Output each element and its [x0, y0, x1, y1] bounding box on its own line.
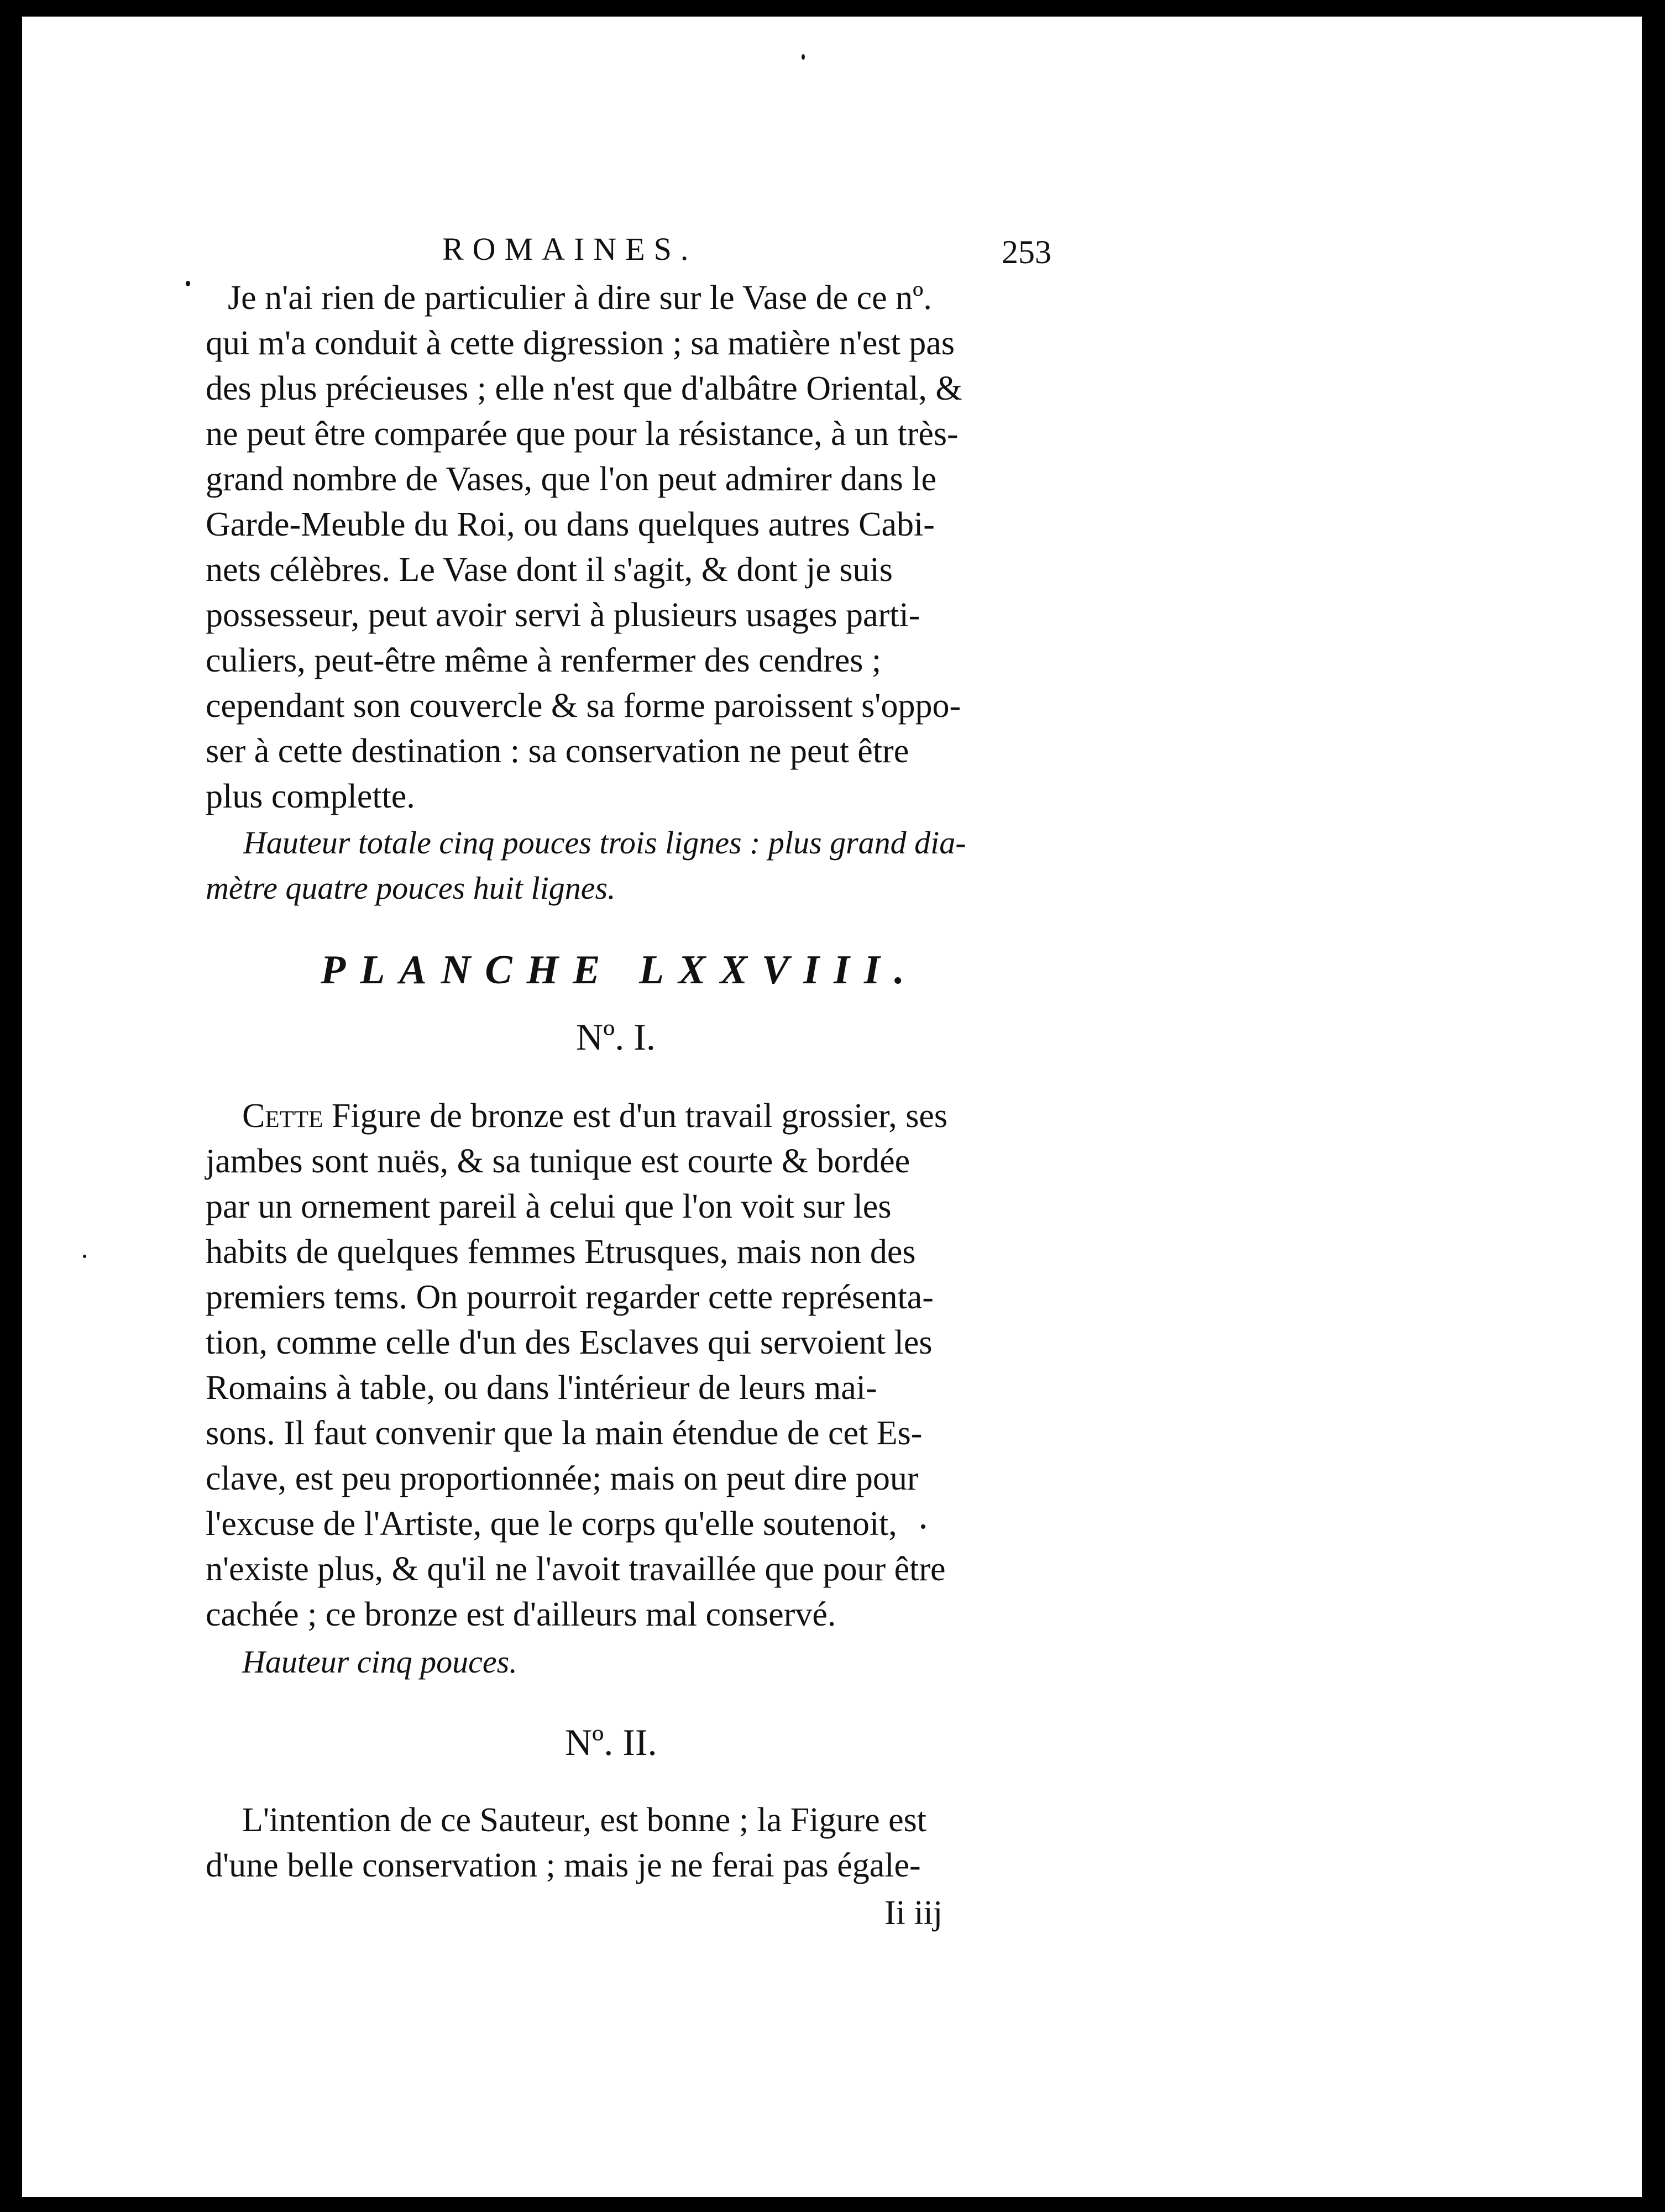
text-line: d'une belle conservation ; mais je ne ferai pas égale-: [206, 1847, 921, 1884]
text-line: l'excuse de l'Artiste, que le corps qu'elle soutenoit,: [206, 1505, 897, 1543]
lead-line-text: Figure de bronze est d'un travail grossier, ses: [323, 1097, 947, 1135]
text-line: tion, comme celle d'un des Esclaves qui servoient les: [206, 1324, 933, 1361]
section-heading-2: Nº. II.: [565, 1721, 657, 1763]
book-page: [22, 17, 1642, 2197]
text-line: sons. Il faut convenir que la main étendue de cet Es-: [206, 1414, 923, 1452]
ink-speck: [83, 1255, 86, 1258]
text-line: nets célèbres. Le Vase dont il s'agit, & dont je suis: [206, 551, 893, 589]
text-line: Hauteur totale cinq pouces trois lignes : plus grand dia-: [243, 825, 966, 861]
ink-speck: [802, 54, 805, 60]
text-line: L'intention de ce Sauteur, est bonne ; la Figure est: [242, 1801, 927, 1839]
text-line: plus complette.: [206, 778, 415, 815]
plate-heading: PLANCHE LXXVIII.: [321, 947, 919, 993]
text-line: possesseur, peut avoir servi à plusieurs usages parti-: [206, 596, 920, 634]
text-line: mètre quatre pouces huit lignes.: [206, 870, 616, 906]
text-line: cachée ; ce bronze est d'ailleurs mal conservé.: [206, 1596, 836, 1633]
text-line: Je n'ai rien de particulier à dire sur le Vase de ce nº.: [228, 279, 932, 317]
text-line: jambes sont nuës, & sa tunique est courte & bordée: [206, 1142, 910, 1180]
text-line: des plus précieuses ; elle n'est que d'albâtre Oriental, &: [206, 370, 962, 407]
text-line: habits de quelques femmes Etrusques, mais non des: [206, 1233, 916, 1271]
text-line: qui m'a conduit à cette digression ; sa matière n'est pas: [206, 324, 955, 362]
text-line: [242, 1099, 947, 1133]
running-title: ROMAINES.: [442, 231, 698, 267]
text-line: grand nombre de Vases, que l'on peut admirer dans le: [206, 460, 936, 498]
ink-speck: [921, 1524, 925, 1529]
ink-speck: [186, 281, 190, 286]
page-number: 253: [1002, 234, 1051, 270]
text-line: n'existe plus, & qu'il ne l'avoit travaillée que pour être: [206, 1550, 946, 1588]
text-line: Garde-Meuble du Roi, ou dans quelques autres Cabi-: [206, 506, 935, 543]
text-line: premiers tems. On pourroit regarder cette représenta-: [206, 1278, 934, 1316]
text-line: Romains à table, ou dans l'intérieur de leurs mai-: [206, 1369, 877, 1407]
section-heading-1: Nº. I.: [576, 1016, 656, 1058]
signature-mark: Ii iij: [884, 1894, 943, 1932]
text-line: culiers, peut-être même à renfermer des cendres ;: [206, 642, 882, 679]
text-line: ser à cette destination : sa conservation ne peut être: [206, 732, 909, 770]
measurement-figure: Hauteur cinq pouces.: [242, 1644, 517, 1680]
text-line: clave, est peu proportionnée; mais on peut dire pour: [206, 1460, 919, 1497]
text-line: cependant son couvercle & sa forme paroissent s'oppo-: [206, 687, 961, 725]
text-line: par un ornement pareil à celui que l'on voit sur les: [206, 1188, 892, 1225]
lead-word: Cette: [242, 1097, 323, 1135]
text-line: ne peut être comparée que pour la résistance, à un très-: [206, 415, 959, 453]
